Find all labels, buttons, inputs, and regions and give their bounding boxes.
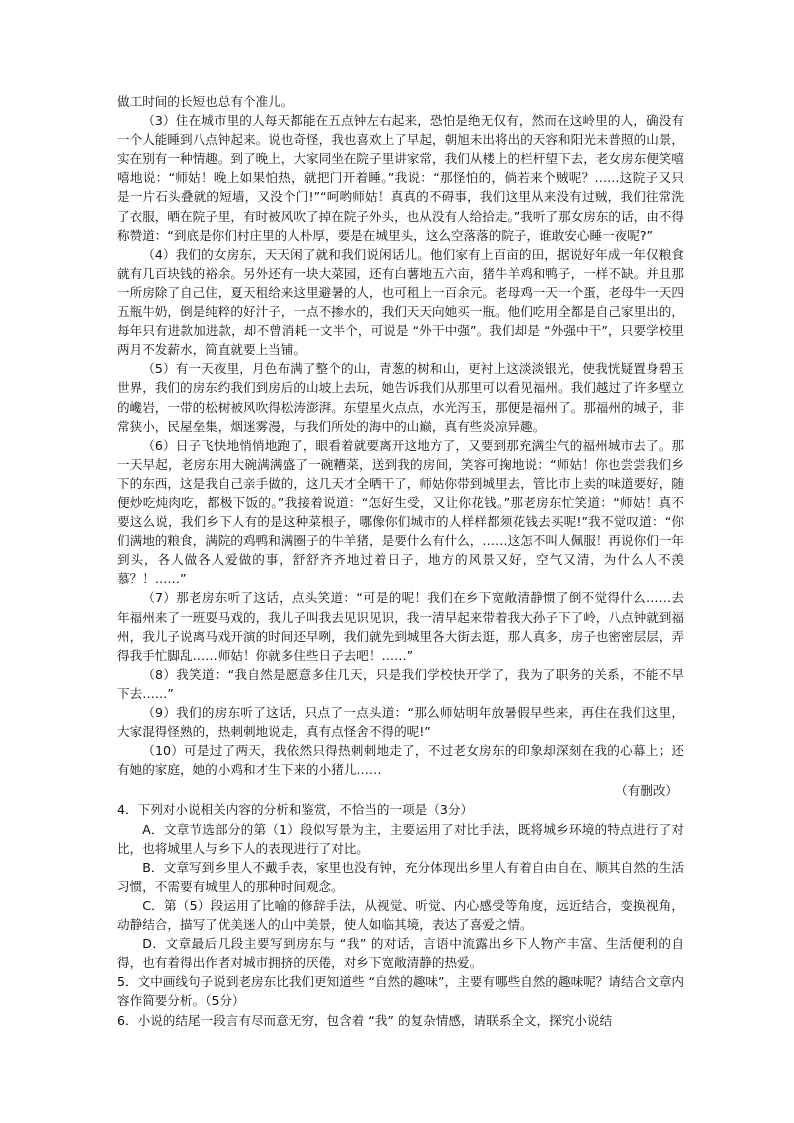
passage-paragraph-8: （8）我笑道：“我自然是愿意多住几天，只是我们学校快开学了，我为了职务的关系，不能不早下去……” bbox=[117, 666, 684, 701]
passage-paragraph-5: （5）有一天夜里，月色布满了整个的山，青葱的树和山，更衬上这淡淡银光，使我恍疑置身碧玉世界，我们的房东约我们到房后的山坡上去玩，她告诉我们从那里可以看见福州。我们越过了许多壁立的巉岩，一带的松树被风吹得松涛澎湃。东望星火点点，水光泻玉，那便是福州了。那福州的城子，非常狭小，民屋垒集，烟迷雾漫，与我们所处的海中的山巅，真有些炎凉异趣。 bbox=[117, 361, 684, 434]
passage-paragraph-6: （6）日子飞快地悄悄地跑了，眼看着就要离开这地方了，又要到那充满尘气的福州城市去了。那一天早起，老房东用大碗满满盛了一碗糟菜，送到我的房间，笑容可掬地说：“师姑！你也尝尝我们乡下的东西，这是我自己亲手做的，这几天才全晒干了，师姑你带到城里去，管比市上卖的味道要好，随便炒吃炖肉吃，都极下饭的。”我接着说道：“怎好生受，又让你花钱。”那老房东忙笑道：“师姑！真不要这么说，我们乡下人有的是这种菜根子，哪像你们城市的人样样都须花钱去买呢!”我不觉叹道：“你们满地的粮食，满院的鸡鸭和满圈子的牛羊猪，是要什么有什么，……这怎不叫人佩服！再说你们一年到头，各人做各人爱做的事，舒舒齐齐地过着日子，地方的风景又好，空气又清，为什么人不羡慕？！……” bbox=[117, 437, 684, 587]
question-4-option-d: D．文章最后几段主要写到房东与 “我” 的对话，言语中流露出乡下人物产丰富、生活便利的自得，也有着得出作者对城市拥挤的厌倦，对乡下宽敞清静的热爱。 bbox=[117, 936, 684, 971]
passage-paragraph-10: （10）可是过了两天，我依然只得热刺刺地走了，不过老女房东的印象却深刻在我的心幕上；还有她的家庭，她的小鸡和才生下来的小猪儿…… bbox=[117, 743, 684, 778]
question-5: 5．文中画线句子说到老房东比我们更知道些 “自然的趣味”，主要有哪些自然的趣味呢？请结合文章内容作简要分析。（5分） bbox=[117, 974, 684, 1009]
passage-paragraph-3: （3）住在城市里的人每天都能在五点钟左右起来，恐怕是绝无仅有，然而在这岭里的人，确没有一个人能睡到八点钟起来。说也奇怪，我也喜欢上了早起，朝旭未出将出的天容和阳光未普照的山景，实在别有一种情趣。到了晚上，大家同坐在院子里讲家常，我们从楼上的栏杆望下去，老女房东便笑嘻嘻地说：“师姑！晚上如果怕热，就把门开着睡。”我说：“那怪怕的，倘若来个贼呢？……这院子又只是一片石头叠就的短墙，又没个门!”“呵哟师姑！真真的不碍事，我们这里从来没有过贼，我们往常洗了衣服，晒在院子里，有时被风吹了掉在院子外头，也从没有人给拾走。”我听了那女房东的话，由不得称赞道：“到底是你们村庄里的人朴厚，要是在城里头，这么空落落的院子，谁敢安心睡一夜呢?” bbox=[117, 113, 684, 243]
passage-paragraph-9: （9）我们的房东听了这话，只点了一点头道：“那么师姑明年放暑假早些来，再住在我们这里，大家混得怪熟的，热刺刺地说走，真有点怪舍不得的呢!” bbox=[117, 705, 684, 740]
passage-paragraph-7: （7）那老房东听了这话，点头笑道：“可是的呢！我们在乡下宽敞清静惯了倒不觉得什么……去年福州来了一班耍马戏的，我儿子叫我去见识见识，我一清早起来带着我大孙子下了岭，八点钟就到福州，我儿子说离马戏开演的时间还早咧，我们就先到城里各大街去逛，那人真多，房子也密密层层，弄得我手忙脚乱……师姑！你就多住些日子去吧！……” bbox=[117, 590, 684, 663]
question-4-option-c: C．第（5）段运用了比喻的修辞手法，从视觉、听觉、内心感受等角度，远近结合，变换视角，动静结合，描写了优美迷人的山中美景，使人如临其境，表达了喜爱之情。 bbox=[117, 897, 684, 933]
passage-paragraph-2-tail: 做工时间的长短也总有个准儿。 bbox=[117, 94, 294, 109]
question-4-option-b: B．文章写到乡里人不戴手表，家里也没有钟，充分体现出乡里人有着自由自在、顺其自然的生活习惯，不需要有城里人的那种时间观念。 bbox=[117, 859, 684, 894]
question-4-option-a: A．文章节选部分的第（1）段似写景为主，主要运用了对比手法，既将城乡环境的特点进行了对比，也将城里人与乡下人的表现进行了对比。 bbox=[117, 821, 684, 856]
source-note: （有删改） bbox=[615, 783, 678, 799]
document-page bbox=[117, 92, 684, 1030]
question-4: 4．下列对小说相关内容的分析和鉴赏，不恰当的一项是（3分） bbox=[117, 802, 474, 818]
question-6: 6．小说的结尾一段言有尽而意无穷，包含着 “我” 的复杂情感，请联系全文，探究小说结 bbox=[117, 1012, 613, 1028]
passage-paragraph-4: （4）我们的女房东，天天闲了就和我们说闲话儿。他们家有上百亩的田，据说好年成一年仅粮食就有几百块钱的裕余。另外还有一块大菜园，还有白薯地五六亩，猪牛羊鸡和鸭子，一样不缺。并且那一所房除了自己住，夏天租给来这里避暑的人，也可租上一百余元。老母鸡一天一个蛋，老母牛一天四五瓶牛奶，倒是纯粹的好汁子，一点不掺水的，我们天天向她买一瓶。他们吃用全都是自己家里出的，每年只有进款加进款，却不曾消耗一文半个，可说是 “外干中强”。我们却是 “外强中干”，只要学校里两月不发薪水，简直就要上当铺。 bbox=[117, 246, 684, 358]
